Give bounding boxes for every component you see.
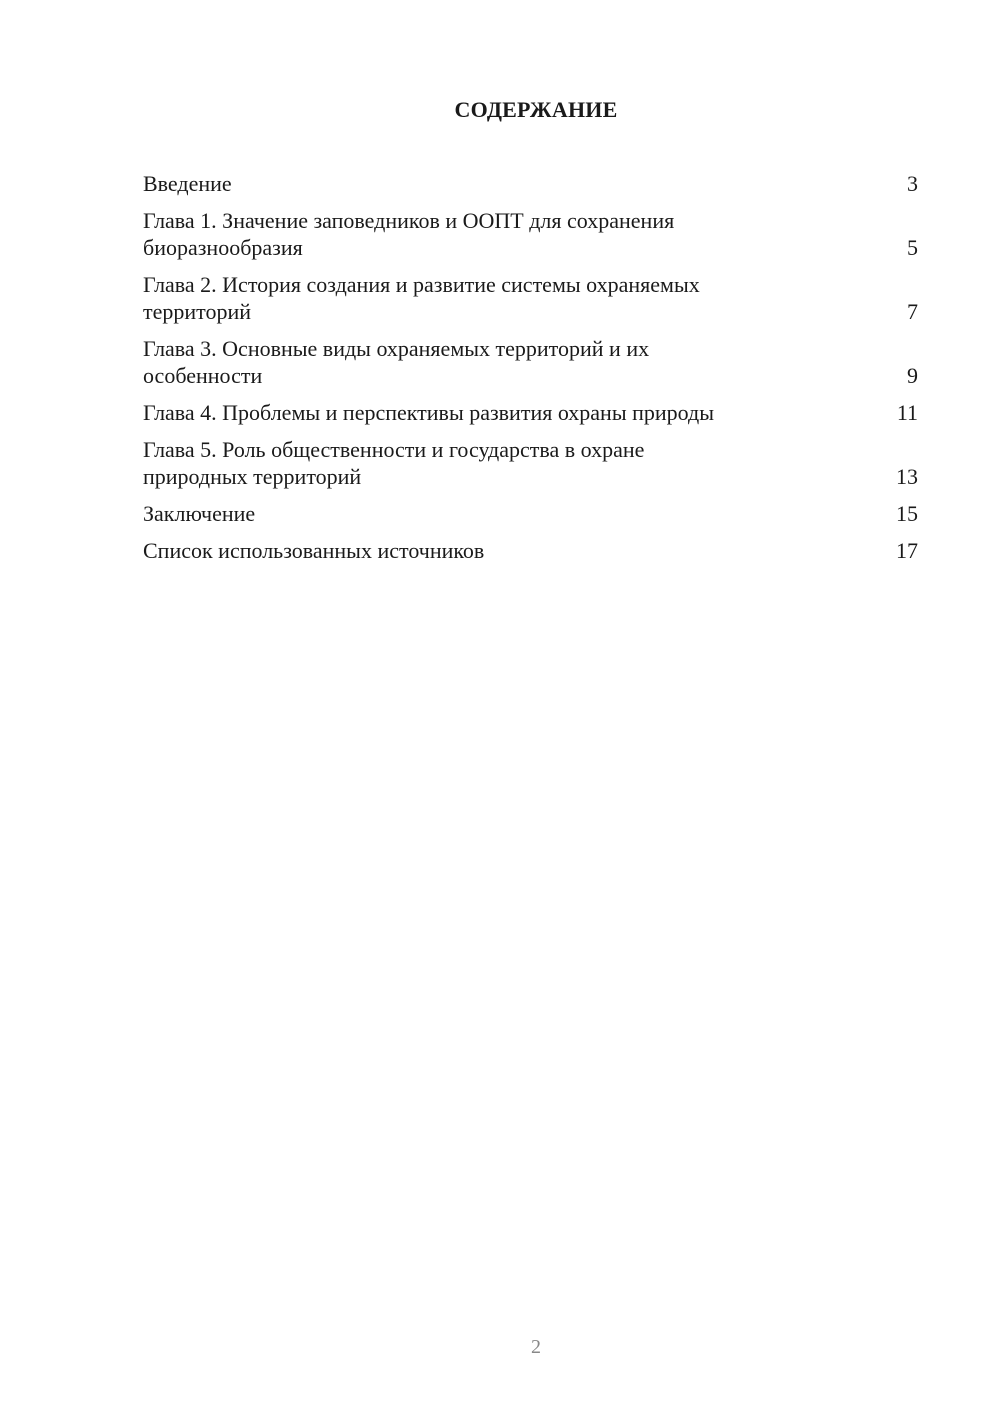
toc-entry-title: Глава 3. Основные виды охраняемых территорий и их особенности	[143, 336, 650, 388]
page-number: 2	[531, 1336, 541, 1358]
toc-entry-references	[143, 537, 918, 564]
toc-entry-chapter-3	[143, 335, 918, 389]
toc-entry-page: 17	[896, 538, 918, 563]
toc-entry-chapter-5	[143, 436, 918, 490]
toc-entry-page: 3	[907, 171, 918, 196]
toc-entry-page: 15	[896, 501, 918, 526]
toc-entry-chapter-1	[143, 207, 918, 261]
toc-entry-page: 7	[907, 299, 918, 324]
toc-entry-title: Глава 5. Роль общественности и государства в охране природных территорий	[143, 437, 645, 489]
toc-entry-title: Глава 1. Значение заповедников и ООПТ для сохранения биоразнообразия	[143, 208, 675, 260]
toc-entry-page: 5	[907, 235, 918, 260]
table-of-contents	[143, 170, 918, 574]
toc-entry-title: Глава 4. Проблемы и перспективы развития охраны природы	[143, 400, 715, 425]
page-title: СОДЕРЖАНИЕ	[454, 97, 618, 122]
toc-entry-page: 11	[896, 400, 918, 425]
toc-entry-conclusion	[143, 500, 918, 527]
toc-entry-page: 13	[896, 464, 918, 489]
toc-entry-title: Глава 2. История создания и развитие системы охраняемых территорий	[143, 272, 700, 324]
toc-entry-title: Список использованных источников	[143, 538, 485, 563]
toc-entry-title: Введение	[143, 171, 232, 196]
toc-entry-introduction	[143, 170, 918, 197]
toc-entry-title: Заключение	[143, 501, 256, 526]
toc-entry-page: 9	[907, 363, 918, 388]
toc-entry-chapter-4	[143, 399, 918, 426]
toc-entry-chapter-2	[143, 271, 918, 325]
